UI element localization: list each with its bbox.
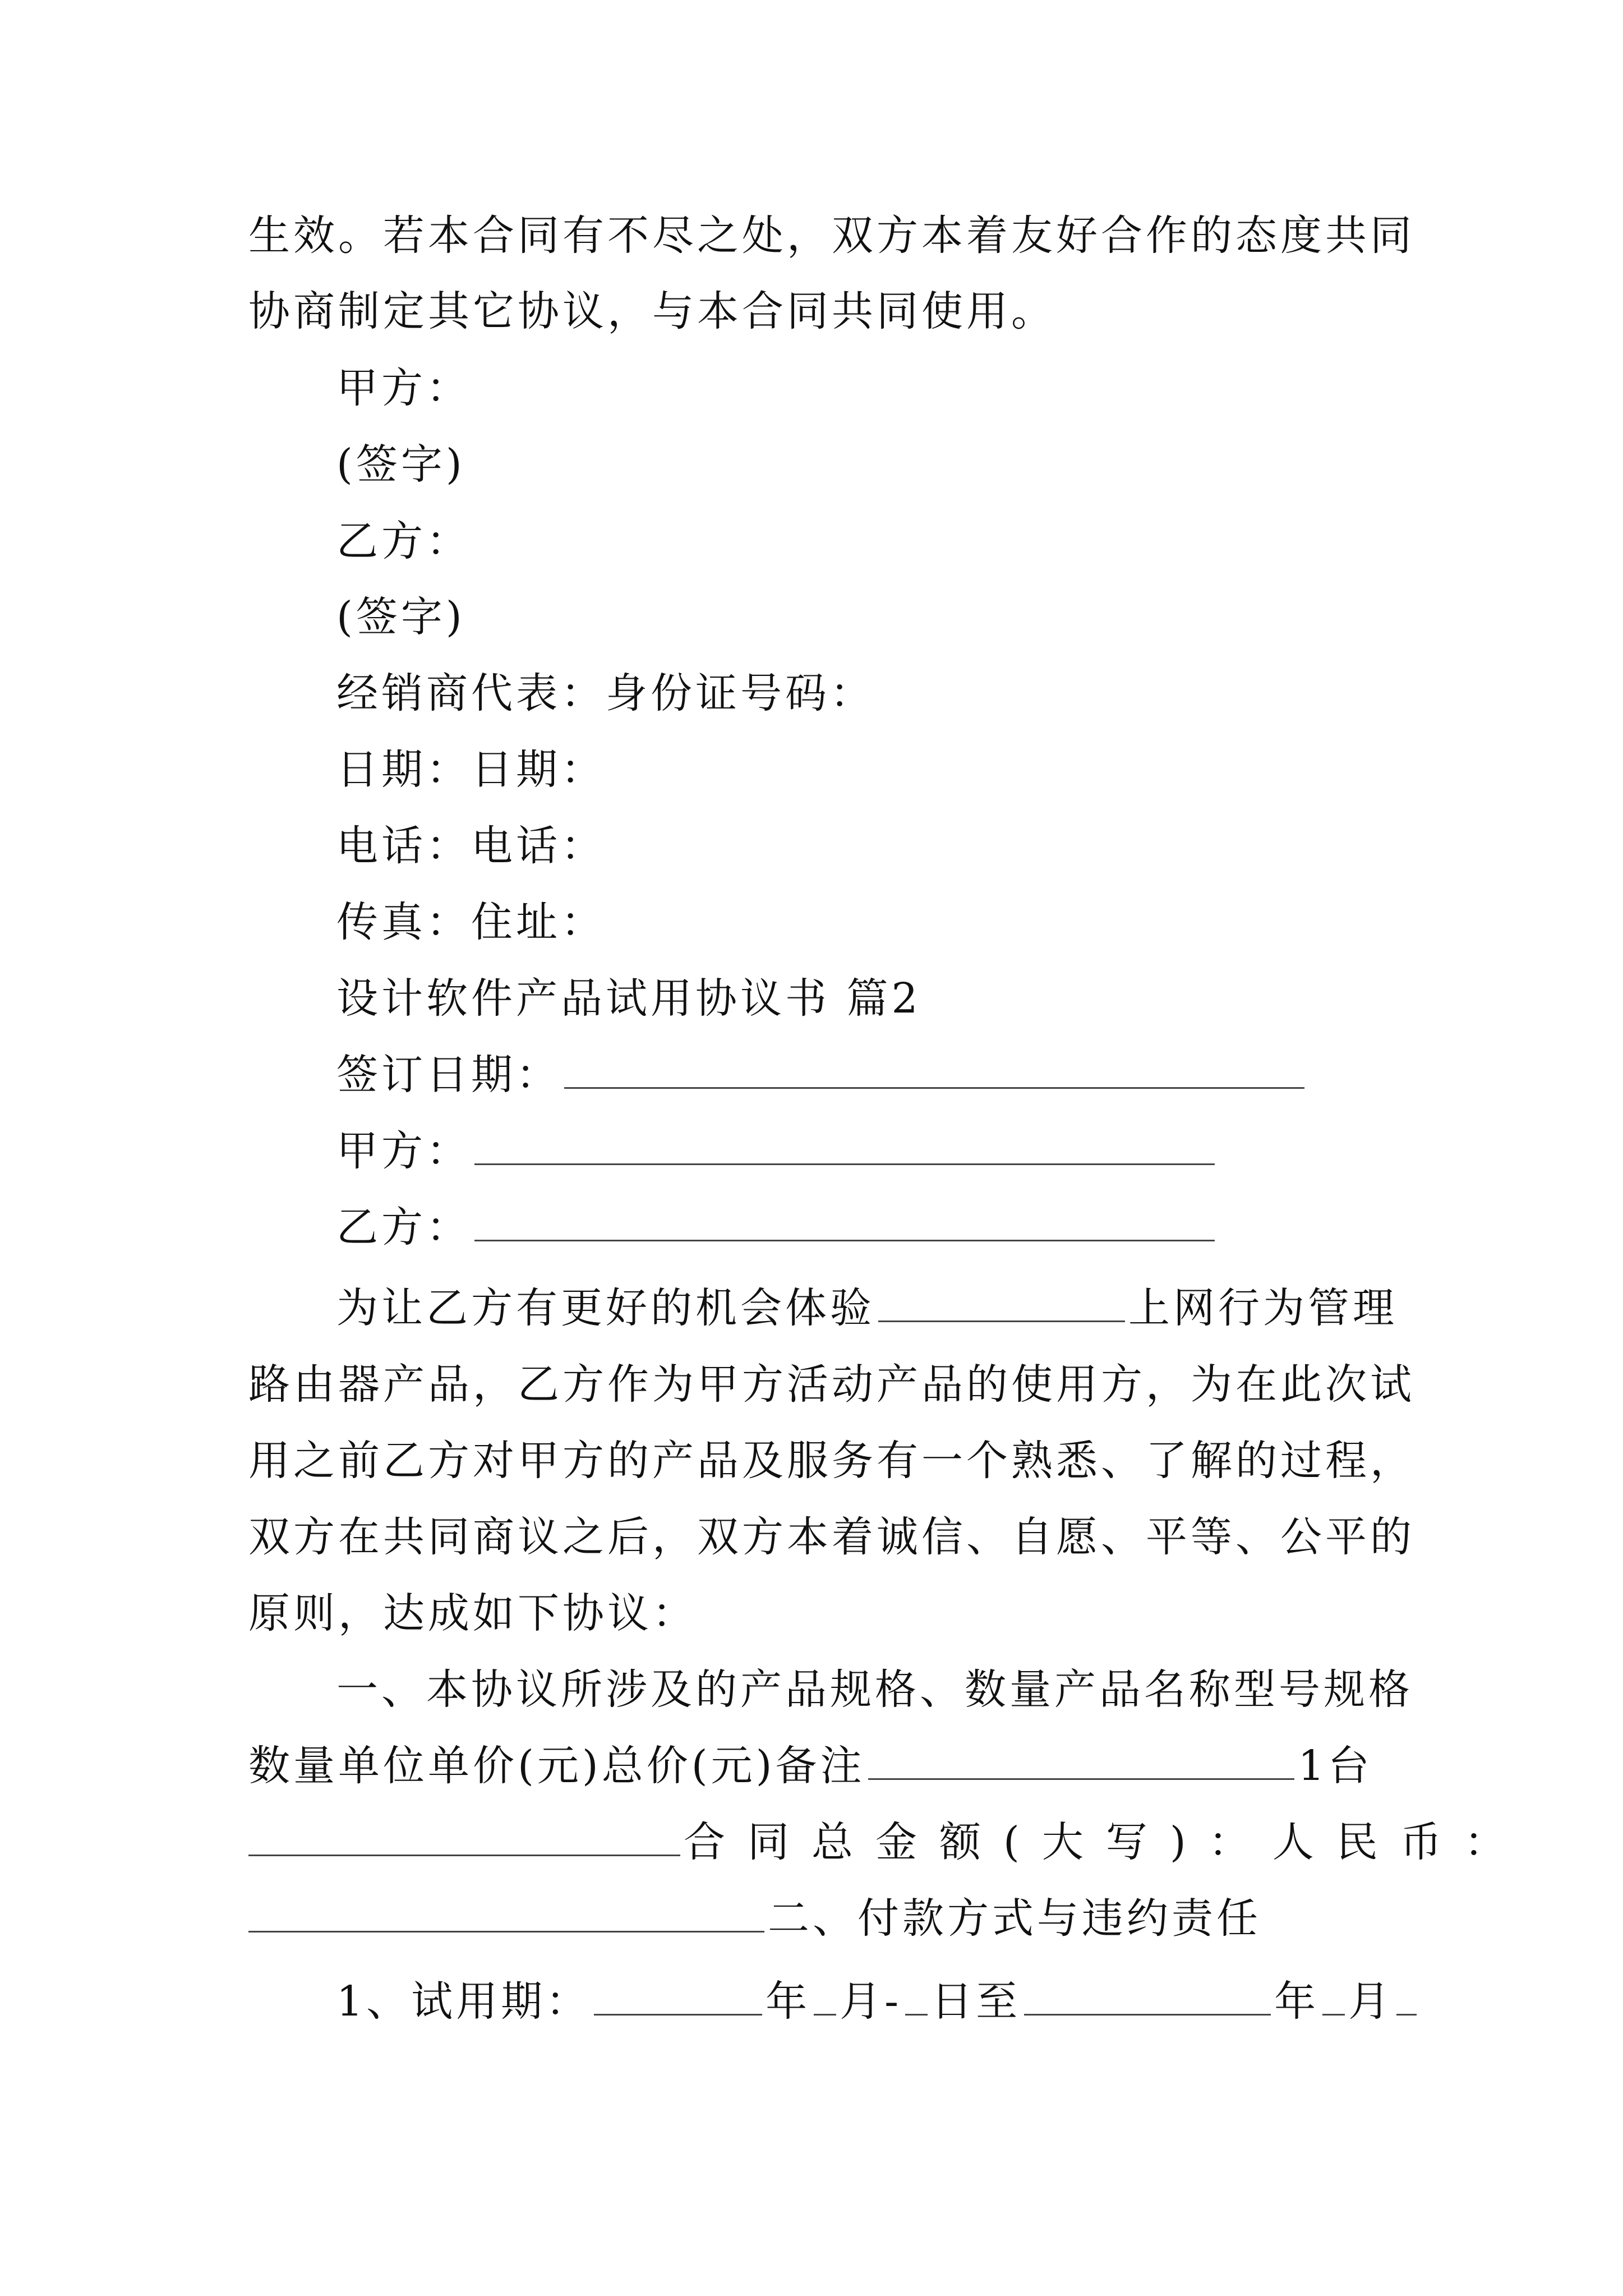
party-a-signature: (签字): [336, 440, 465, 489]
trial-day-1: 日至: [931, 1977, 1021, 2026]
party-a-row-label: 甲方：: [336, 1127, 471, 1175]
fax-address-line: 传真：住址：: [336, 898, 606, 946]
trial-year-1: 年: [766, 1977, 811, 2026]
trial-label: 1、试用期：: [336, 1977, 591, 2026]
intro-line-4: 双方在共同商议之后，双方本着诚信、自愿、平等、公平的: [248, 1513, 1415, 1561]
party-b-row: [336, 1194, 1218, 1261]
dates-line: 日期：日期：: [336, 746, 606, 794]
party-b-signature: (签字): [336, 593, 465, 641]
trial-start-year-blank: [594, 1975, 762, 2016]
clause1-line-1: 一、本协议所涉及的产品规格、数量产品名称型号规格: [336, 1665, 1413, 1714]
product-blank: [878, 1281, 1125, 1322]
clause1-line-3: [248, 1809, 1528, 1876]
party-a-blank: [474, 1124, 1215, 1165]
trial-month-2: 月: [1348, 1977, 1394, 2026]
clause2-title-line: [248, 1885, 1261, 1952]
intro-line-2: 路由器产品，乙方作为甲方活动产品的使用方，为在此次试: [248, 1360, 1415, 1409]
trial-month-1: 月-: [840, 1977, 902, 2026]
trial-end-month-blank: [1322, 1975, 1345, 2016]
total-amount-label: 合同总金额(大写)：人民币：: [684, 1818, 1528, 1866]
clause1-line-2-b: 1台: [1298, 1742, 1373, 1790]
trial-period-line: [336, 1968, 1420, 2035]
trial-start-month-blank: [814, 1975, 836, 2016]
trial-end-year-blank: [1024, 1975, 1271, 2016]
trial-start-day-blank: [905, 1975, 928, 2016]
continuation-line-1: 生效。若本合同有不尽之处，双方本着友好合作的态度共同: [248, 211, 1415, 260]
section-title: 设计软件产品试用协议书 篇2: [336, 974, 921, 1023]
intro-line-3: 用之前乙方对甲方的产品及服务有一个熟悉、了解的过程，: [248, 1437, 1415, 1485]
party-a-label: 甲方：: [336, 364, 471, 412]
intro-line-1: [336, 1274, 1398, 1342]
clause1-line-2-a: 数量单位单价(元)总价(元)备注: [248, 1742, 865, 1790]
party-b-label: 乙方：: [336, 517, 471, 565]
intro-line-1-b: 上网行为管理: [1128, 1284, 1398, 1332]
trial-year-2: 年: [1274, 1977, 1320, 2026]
sign-date-blank: [564, 1048, 1304, 1089]
sign-date-row: [336, 1041, 1308, 1108]
remarks-blank: [868, 1739, 1294, 1780]
intro-line-5: 原则，达成如下协议：: [248, 1589, 697, 1637]
phones-line: 电话：电话：: [336, 822, 606, 870]
clause1-line-2: [248, 1732, 1373, 1800]
party-b-blank: [474, 1200, 1215, 1241]
amount-blank: [248, 1815, 680, 1856]
rmb-blank: [248, 1892, 764, 1932]
clause2-title: 二、付款方式与违约责任: [768, 1894, 1261, 1943]
party-a-row: [336, 1117, 1218, 1185]
continuation-line-2: 协商制定其它协议，与本合同共同使用。: [248, 287, 1056, 335]
intro-line-1-a: 为让乙方有更好的机会体验: [336, 1284, 875, 1332]
rep-id-line: 经销商代表：身份证号码：: [336, 669, 875, 717]
party-b-row-label: 乙方：: [336, 1203, 471, 1251]
sign-date-label: 签订日期：: [336, 1051, 561, 1099]
trial-end-day-blank: [1396, 1975, 1417, 2016]
